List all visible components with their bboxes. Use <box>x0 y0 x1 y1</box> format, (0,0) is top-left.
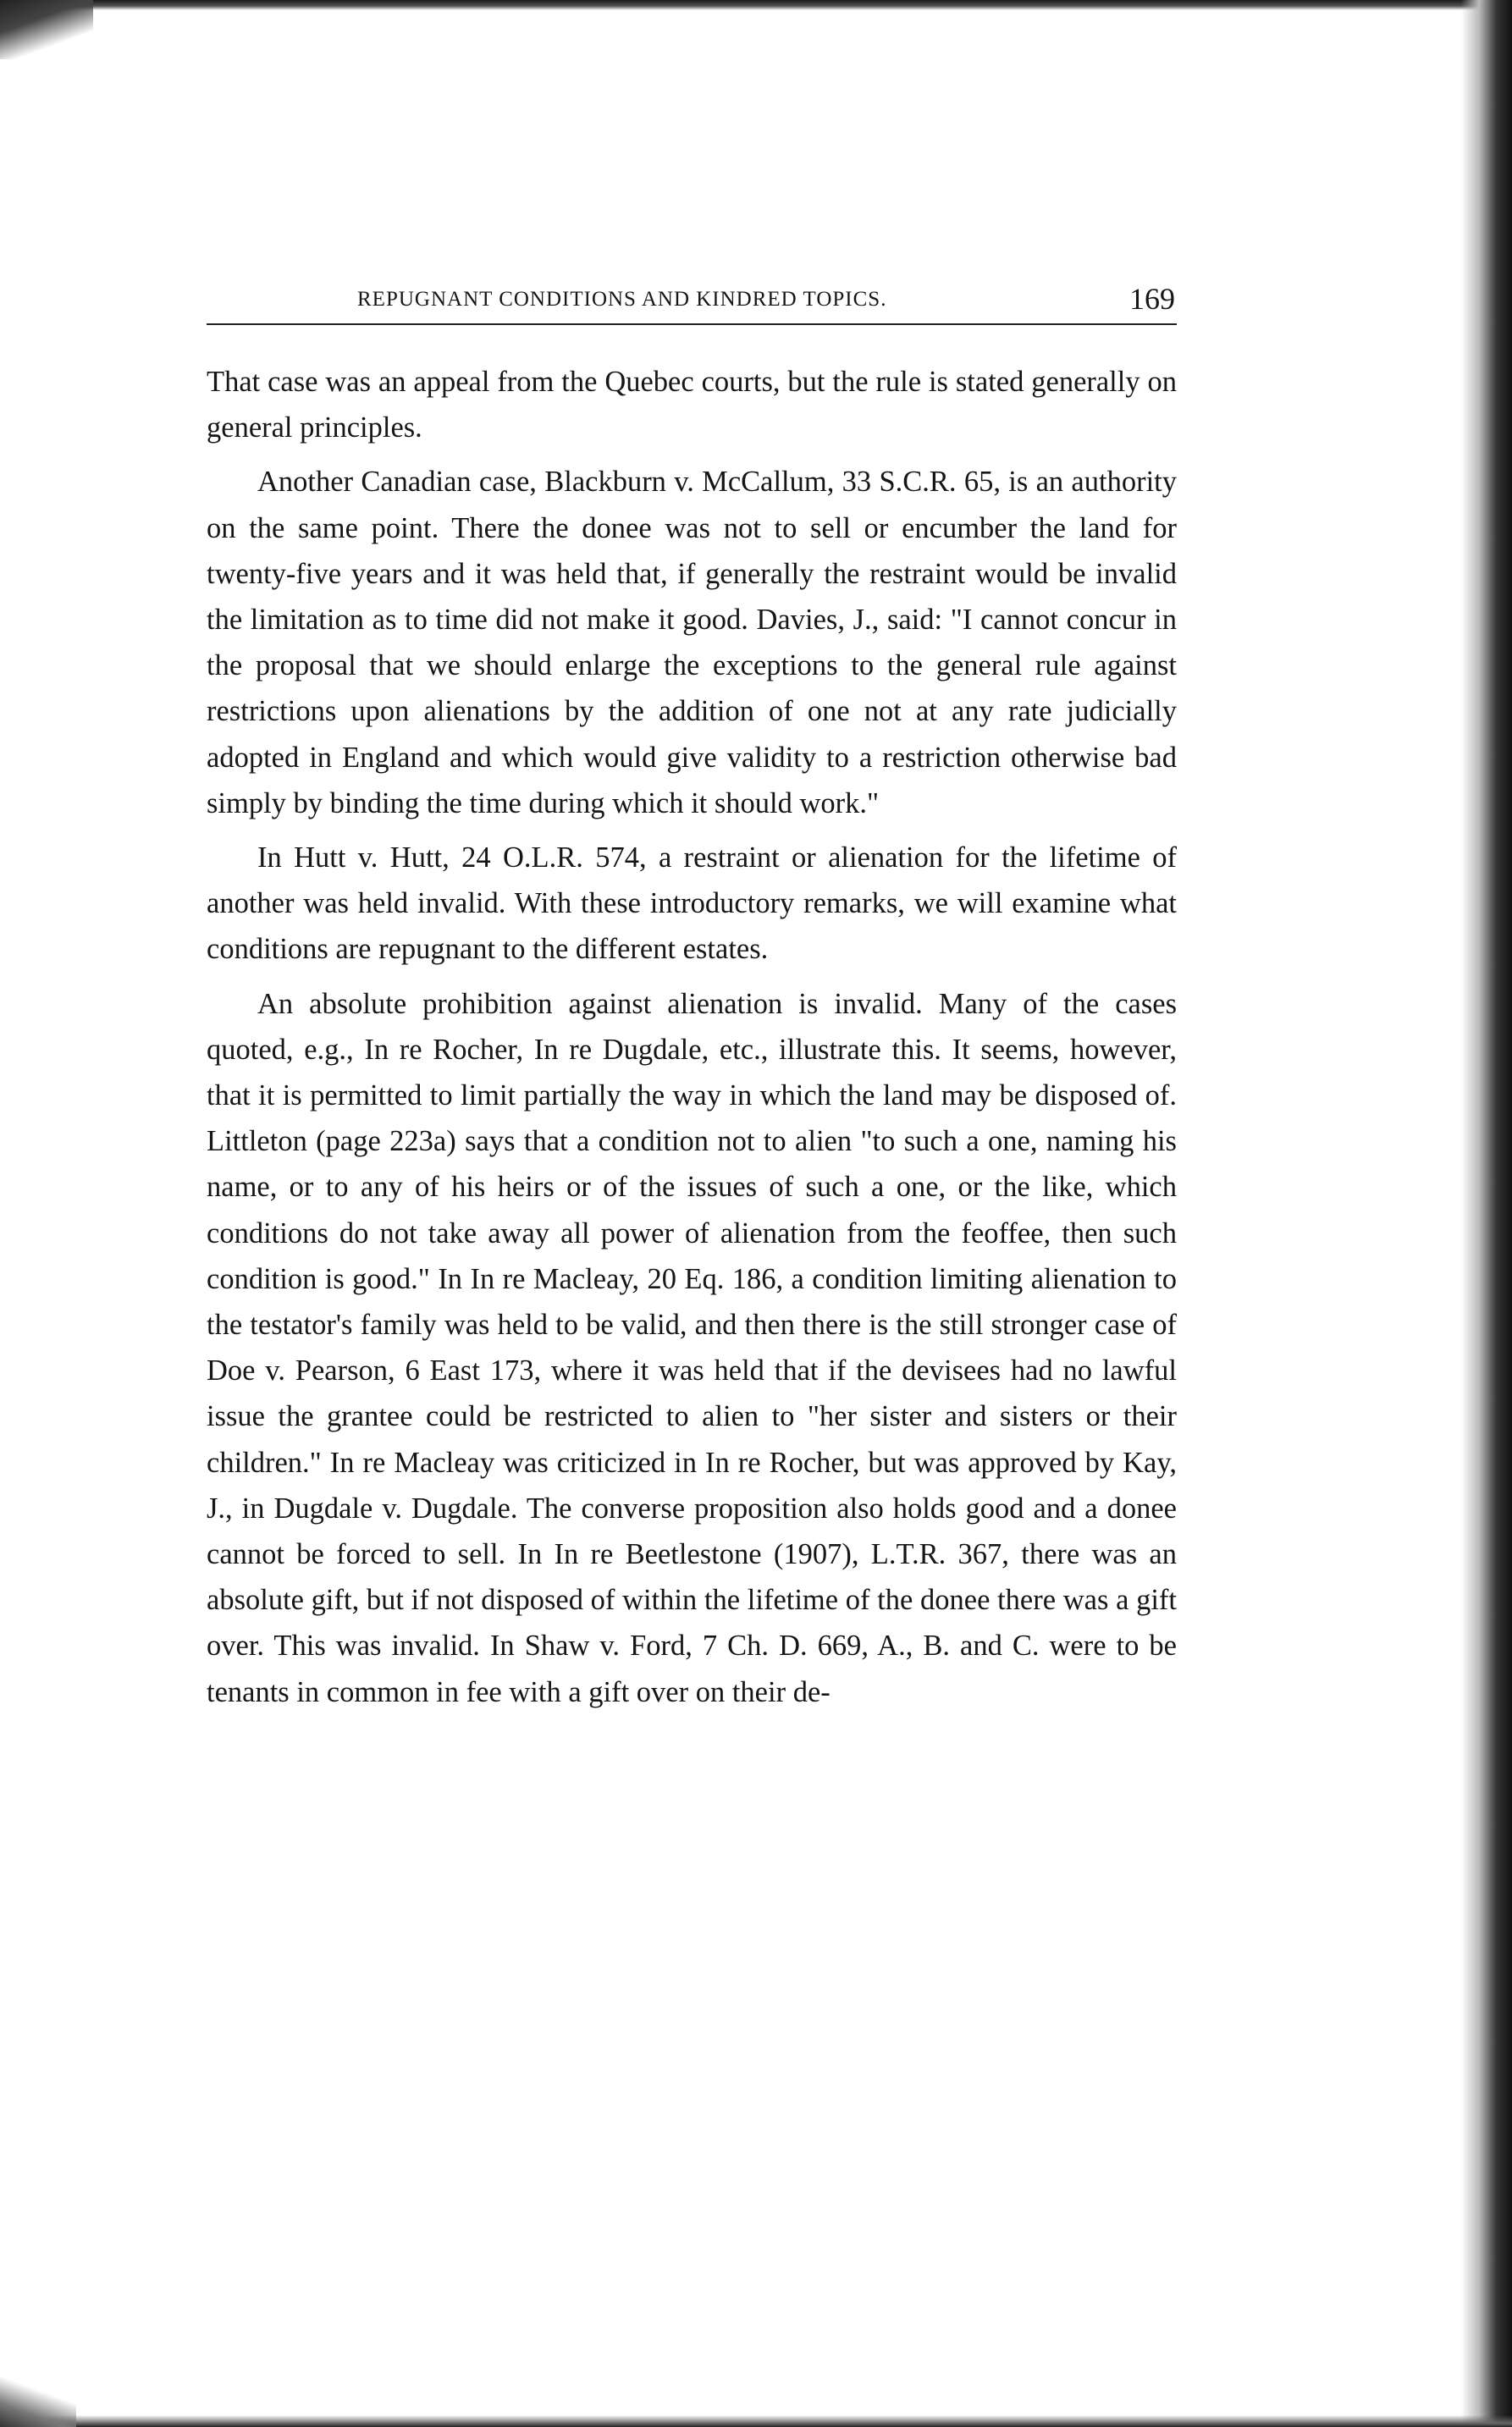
scan-corner-bottom-left <box>0 2376 76 2427</box>
scan-edge-bottom <box>0 2415 1512 2427</box>
paragraph-1: That case was an appeal from the Quebec courts, but the rule is stated generally on general principles. <box>207 366 1177 444</box>
paragraph-4: An absolute prohibition against alienation is invalid. Many of the cases quoted, e.g., In re Rocher, In re Dugdale, etc., illustrate this. It seems, however, that it is permitted to limit partially the way in which the land may be disposed of. Littleton (page 223a) says that a condition not to alien "to such a one, naming his name, or to any of his heirs or of the issues of such a one, or the like, which conditions do not take away all power of alienation from the feoffee, then such condition is good." In In re Macleay, 20 Eq. 186, a condition limiting alienation to the testator's family was held to be valid, and then there is the still stronger case of Doe v. Pearson, 6 East 173, where it was held that if the devisees had no lawful issue the grantee could be restricted to alien to "her sister and sisters or their children." In re Macleay was criticized in In re Rocher, but was approved by Kay, J., in Dugdale v. Dugdale. The converse proposition also holds good and a donee cannot be forced to sell. In In re Beetlestone (1907), L.T.R. 367, there was an absolute gift, but if not disposed of within the lifetime of the donee there was a gift over. This was invalid. In Shaw v. Ford, 7 Ch. D. 669, A., B. and C. were to be tenants in common in fee with a gift over on their de- <box>207 987 1177 1708</box>
scan-edge-top <box>0 0 1512 10</box>
book-page <box>207 279 1177 1724</box>
page-number: 169 <box>1129 282 1175 316</box>
scan-corner-top-left <box>0 0 93 59</box>
paragraph-3: In Hutt v. Hutt, 24 O.L.R. 574, a restraint or alienation for the lifetime of another was held invalid. With these introductory remarks, we will examine what conditions are repugnant to the different estates. <box>207 841 1177 966</box>
running-title: REPUGNANT CONDITIONS AND KINDRED TOPICS. <box>357 288 887 311</box>
scan-edge-right <box>1461 0 1512 2427</box>
body-text <box>207 359 1177 1715</box>
running-head <box>207 279 1177 325</box>
paragraph-2: Another Canadian case, Blackburn v. McCallum, 33 S.C.R. 65, is an authority on the same point. There the donee was not to sell or encumber the land for twenty-five years and it was held that, if generally the restraint would be invalid the limitation as to time did not make it good. Davies, J., said: "I cannot concur in the proposal that we should enlarge the exceptions to the general rule against restrictions upon alienations by the addition of one not at any rate judicially adopted in England and which would give validity to a restriction otherwise bad simply by binding the time during which it should work." <box>207 466 1177 819</box>
